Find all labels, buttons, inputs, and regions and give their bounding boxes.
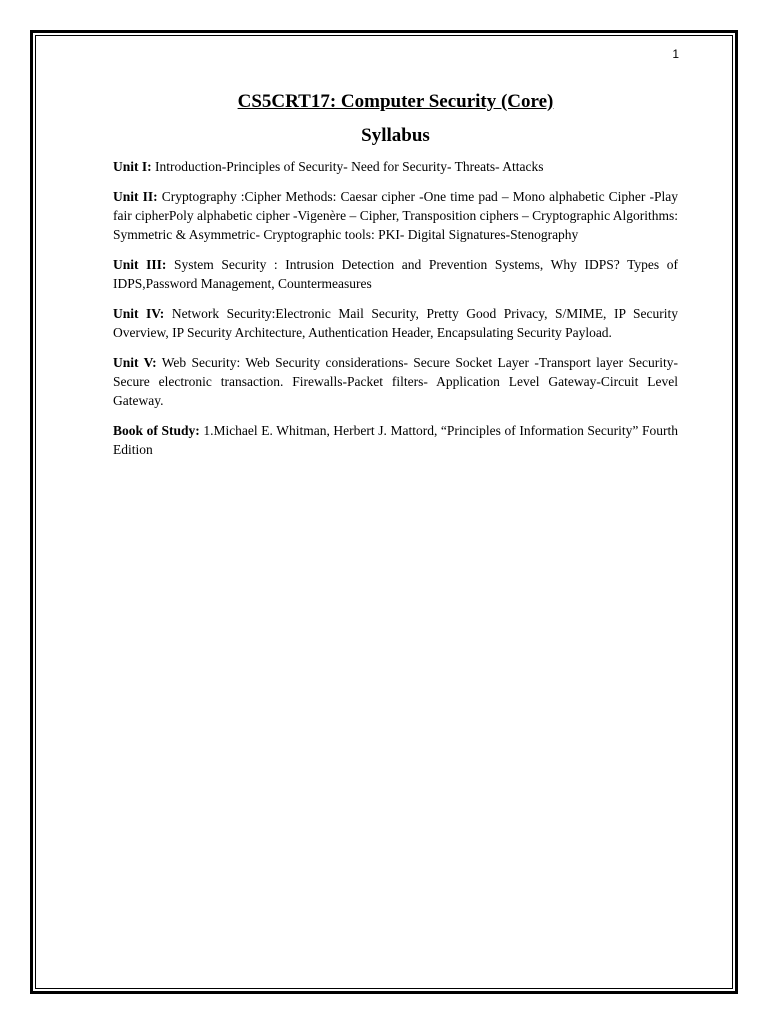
unit-3-text: System Security : Intrusion Detection and Prevention Systems, Why IDPS? Types of IDPS,Password Management, Countermeasures (113, 257, 679, 292)
book-of-study-paragraph (113, 421, 678, 459)
unit-2-label: Unit II: (113, 189, 158, 205)
book-of-study-label: Book of Study: (113, 423, 200, 439)
unit-2-paragraph (113, 187, 678, 244)
unit-1-paragraph (113, 157, 678, 176)
syllabus-heading: Syllabus (361, 124, 430, 146)
unit-3-paragraph (113, 255, 678, 293)
unit-1-label: Unit I: (113, 159, 152, 175)
course-title: CS5CRT17: Computer Security (Core) (237, 91, 554, 112)
unit-5-label: Unit V: (113, 355, 157, 371)
page-number: 1 (672, 47, 679, 61)
unit-4-paragraph (113, 304, 678, 342)
unit-2-text: Cryptography :Cipher Methods: Caesar cipher -One time pad – Mono alphabetic Cipher -Play fair cipherPoly alphabetic cipher -Vigenère – Cipher, Transposition ciphers – Cryptographic Algorithms: Symmetric & Asymmetric- Cryptographic tools: PKI- Digital Signatures-Stenography (113, 189, 678, 243)
unit-5-paragraph (113, 353, 678, 410)
unit-3-label: Unit III: (113, 257, 167, 273)
unit-4-label: Unit IV: (113, 306, 165, 322)
book-of-study-text: 1.Michael E. Whitman, Herbert J. Mattord, “Principles of Information Security” Fourth Edition (113, 423, 679, 458)
unit-5-text: Web Security: Web Security considerations- Secure Socket Layer -Transport layer Security-Secure electronic transaction. Firewalls-Packet filters- Application Level Gateway-Circuit Level Gateway. (113, 355, 679, 409)
unit-4-text: Network Security:Electronic Mail Security, Pretty Good Privacy, S/MIME, IP Security Overview, IP Security Architecture, Authentication Header, Encapsulating Security Payload. (113, 306, 679, 341)
unit-1-text: Introduction-Principles of Security- Need for Security- Threats- Attacks (155, 159, 544, 175)
document-content (113, 90, 678, 470)
